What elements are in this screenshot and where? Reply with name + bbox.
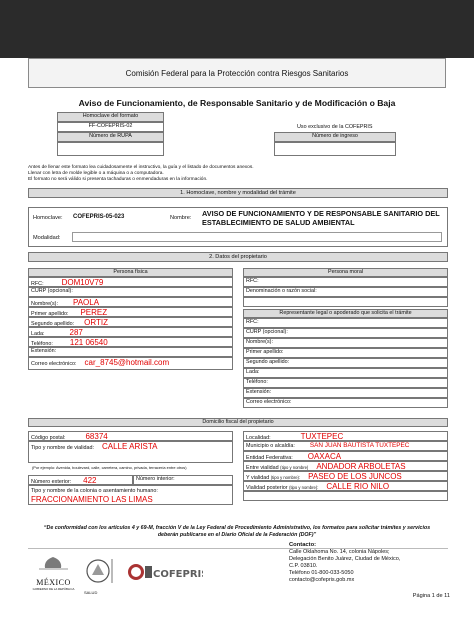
rep-lada-row[interactable]: Lada: xyxy=(243,368,448,378)
instruction-line: Llenar con letra de molde legible o a máquina o a computadora. xyxy=(28,170,164,176)
instructions xyxy=(28,165,448,182)
asentamiento-row[interactable]: Tipo y nombre de la colonia o asentamiento humano: FRACCIONAMIENTO LAS LIMAS xyxy=(28,485,233,505)
rep-correo-row[interactable]: Correo electrónico: xyxy=(243,398,448,408)
vialidad-posterior-row[interactable]: Vialidad posterior (tipo y nombre): CALLE RIO NILO xyxy=(243,481,448,491)
vialidad-row[interactable]: Tipo y nombre de vialidad: CALLE ARISTA xyxy=(28,441,233,463)
contact-email[interactable]: contacto@cofepris.gob.mx xyxy=(289,576,355,583)
segundo-apellido-row[interactable]: Segundo apellido: ORTIZ xyxy=(28,317,233,327)
top-dark-banner xyxy=(0,0,474,58)
persona-fisica-title: Persona física xyxy=(28,268,233,277)
rupa-label: Número de RUPA xyxy=(57,132,164,142)
homoclave-label: Homoclave del formato xyxy=(57,112,164,122)
modalidad-label: Modalidad: xyxy=(33,235,61,241)
mexico-logo: MÉXICO GOBIERNO DE LA REPÚBLICA xyxy=(31,555,76,591)
rep-telefono-row[interactable]: Teléfono: xyxy=(243,378,448,388)
rep-extension-row[interactable]: Extensión: xyxy=(243,388,448,398)
cofepris-emblem-icon xyxy=(125,556,203,588)
svg-text:COFEPRIS: COFEPRIS xyxy=(153,569,203,580)
commission-header: Comisión Federal para la Protección contra Riesgos Sanitarios xyxy=(28,58,446,88)
domicilio-title: Domicilio fiscal del propietario xyxy=(28,418,448,427)
instruction-line: Antes de llenar este formato lea cuidadosamente el instructivo, la guía y el listado de documentos anexos. xyxy=(28,165,254,170)
contact-line: Delegación Benito Juárez, Ciudad de México, xyxy=(289,556,401,563)
cp-row[interactable]: Código postal: 68374 xyxy=(28,431,233,441)
contact-block xyxy=(289,542,454,584)
y-vialidad-row[interactable]: Y vialidad (tipo y nombre): PASEO DE LOS JUNCOS xyxy=(243,471,448,481)
contact-line: C.P. 03810. xyxy=(289,562,318,569)
domicilio-blank-row[interactable] xyxy=(243,491,448,501)
primer-apellido-row[interactable]: Primer apellido: PEREZ xyxy=(28,307,233,317)
denominacion-row[interactable]: Denominación o razón social: xyxy=(243,287,448,297)
num-int-row[interactable]: Número interior: xyxy=(133,475,233,485)
rep-rfc-row[interactable]: RFC: xyxy=(243,318,448,328)
num-ext-row[interactable]: Número exterior: 422 xyxy=(28,475,133,485)
salud-emblem-icon xyxy=(84,557,124,585)
nombres-row[interactable]: Nombre(s): PAOLA xyxy=(28,297,233,307)
form-title: Aviso de Funcionamiento, de Responsable Sanitario y de Modificación o Baja xyxy=(78,98,396,108)
contact-line: Calle Oklahoma No. 14, colonia Nápoles; xyxy=(289,549,390,556)
rep-nombres-row[interactable]: Nombre(s): xyxy=(243,338,448,348)
persona-moral-title: Persona moral xyxy=(243,268,448,277)
section2-title: 2. Datos del propietario xyxy=(28,252,448,262)
telefono-row[interactable]: Teléfono: 121 06540 xyxy=(28,337,233,347)
eagle-icon xyxy=(31,555,76,573)
homoclave-value: FF-COFEPRIS-02 xyxy=(57,122,164,132)
rfc-row[interactable]: RFC: DOM10V79 xyxy=(28,277,233,287)
vialidad-example: (Por ejemplo: Avenida, boulevard, calle, carretera, camino, privada, terracería entre otros) xyxy=(32,465,187,470)
page-number: Página 1 de 11 xyxy=(412,593,450,599)
correo-row[interactable]: Correo electrónico: car_8745@hotmail.com xyxy=(28,357,233,370)
contact-line: Teléfono 01-800-033-5050 xyxy=(289,569,354,576)
cofepris-logo xyxy=(125,556,203,590)
homoclave-value-2: COFEPRIS-05-023 xyxy=(73,214,125,220)
ingreso-label: Número de ingreso xyxy=(274,132,396,142)
rupa-input[interactable] xyxy=(57,142,164,156)
ingreso-input[interactable] xyxy=(274,142,396,156)
extension-row[interactable]: Extensión: xyxy=(28,347,233,357)
moral-rfc-row[interactable]: RFC: xyxy=(243,277,448,287)
rep-primer-row[interactable]: Primer apellido: xyxy=(243,348,448,358)
tramite-name: AVISO DE FUNCIONAMIENTO Y DE RESPONSABLE SANITARIO DEL ESTABLECIMIENTO DE SALUD AMBIENTAL xyxy=(202,209,440,227)
contact-title: Contacto: xyxy=(289,542,317,548)
nombre-label: Nombre: xyxy=(170,215,192,221)
section1-title: 1. Homoclave, nombre y modalidad del trámite xyxy=(28,188,448,198)
cofepris-use-label: Uso exclusivo de la COFEPRIS xyxy=(297,124,373,130)
rep-curp-row[interactable]: CURP (opcional): xyxy=(243,328,448,338)
legal-note: “De conformidad con los artículos 4 y 69-M, fracción V de la Ley Federal de Procedimiento Administrativo, los formatos para solicitar trámites y servicios deberán publicarse en el Diario Oficial de la Federación (DOF)” xyxy=(43,525,431,538)
localidad-row[interactable]: Localidad: TUXTEPEC xyxy=(243,431,448,441)
homoclave-label-2: Homoclave: xyxy=(33,215,63,221)
salud-logo: SALUD xyxy=(84,557,124,592)
moral-blank-row[interactable] xyxy=(243,297,448,307)
entidad-row[interactable]: Entidad Federativa: OAXACA xyxy=(243,451,448,461)
curp-row[interactable]: CURP (opcional): xyxy=(28,287,233,297)
instruction-line: El formato no será válido si presenta tachaduras o enmendaduras en la información. xyxy=(28,176,208,182)
entre-vialidad-row[interactable]: Entre vialidad (tipo y nombre) ANDADOR ARBOLETAS xyxy=(243,461,448,471)
rep-segundo-row[interactable]: Segundo apellido: xyxy=(243,358,448,368)
modalidad-input[interactable] xyxy=(72,232,442,242)
municipio-row[interactable]: Municipio o alcaldía: SAN JUAN BAUTISTA TUXTEPEC xyxy=(243,441,448,451)
representante-title: Representante legal o apoderado que solicita el trámite xyxy=(243,309,448,318)
lada-row[interactable]: Lada: 287 xyxy=(28,327,233,337)
